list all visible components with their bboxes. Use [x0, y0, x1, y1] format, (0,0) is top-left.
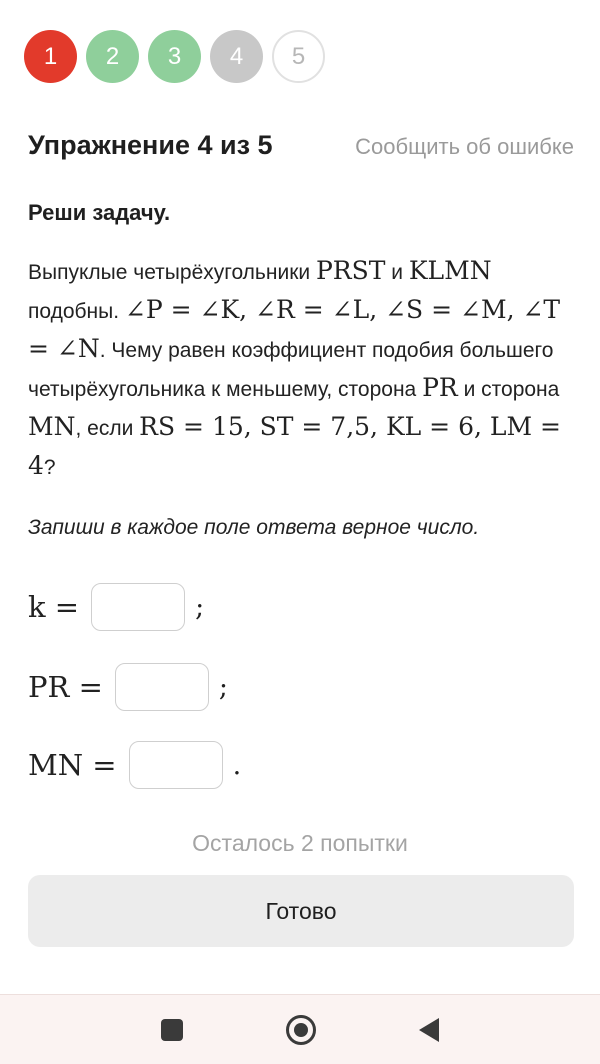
exercise-header — [28, 130, 574, 161]
recents-icon[interactable] — [161, 1019, 183, 1041]
problem-text-part: , если — [75, 417, 140, 440]
exercise-title: Упражнение 4 из 5 — [28, 130, 273, 160]
home-icon-dot — [294, 1023, 308, 1037]
answer-row-pr — [28, 663, 228, 711]
submit-button[interactable]: Готово — [28, 875, 574, 947]
step-4[interactable]: 4 — [210, 30, 263, 83]
back-icon[interactable] — [419, 1018, 439, 1042]
answer-input-k[interactable] — [91, 583, 185, 631]
problem-text-part: и сторона — [457, 378, 560, 401]
math-side-pr: PR — [422, 373, 458, 402]
step-5[interactable]: 5 — [272, 30, 325, 83]
task-title: Реши задачу. — [28, 200, 171, 225]
progress-steps — [24, 30, 325, 83]
problem-text-part: Выпуклые четырёхугольники — [28, 261, 316, 284]
answer-row-k — [28, 583, 204, 631]
math-side-mn: MN — [28, 412, 76, 441]
answer-input-pr[interactable] — [115, 663, 209, 711]
step-1[interactable]: 1 — [24, 30, 77, 83]
answer-punct: ; — [218, 671, 228, 703]
instruction-text: Запиши в каждое поле ответа верное число. — [28, 516, 480, 539]
problem-text-part: и — [385, 261, 409, 284]
problem-text-part: ? — [43, 456, 56, 479]
system-navbar — [0, 994, 600, 1064]
answer-label-k: k = — [28, 590, 80, 624]
answer-label-pr: PR = — [28, 670, 103, 704]
report-error-link[interactable]: Сообщить об ошибке — [355, 134, 574, 159]
math-quad-klmn: KLMN — [408, 256, 492, 285]
answer-input-mn[interactable] — [129, 741, 223, 789]
problem-text-part: подобны. — [28, 300, 125, 323]
problem-text-part: . Чему равен коэффициент подобия большего четырёхугольника к меньшему, сторона — [28, 339, 554, 401]
step-2[interactable]: 2 — [86, 30, 139, 83]
answer-punct: ; — [195, 591, 205, 623]
home-icon[interactable] — [286, 1015, 316, 1045]
math-given-sides: RS = 15, ST = 7,5, KL = 6, LM = 4 — [28, 412, 561, 480]
answer-label-mn: MN = — [28, 748, 117, 782]
answer-row-mn — [28, 741, 241, 789]
math-angle-equalities: ∠P = ∠K, ∠R = ∠L, ∠S = ∠M, ∠T = ∠N — [28, 295, 561, 363]
answer-punct: . — [232, 749, 242, 781]
step-3[interactable]: 3 — [148, 30, 201, 83]
attempts-remaining: Осталось 2 попытки — [192, 830, 408, 856]
problem-text — [28, 252, 576, 486]
math-quad-prst: PRST — [315, 256, 386, 285]
